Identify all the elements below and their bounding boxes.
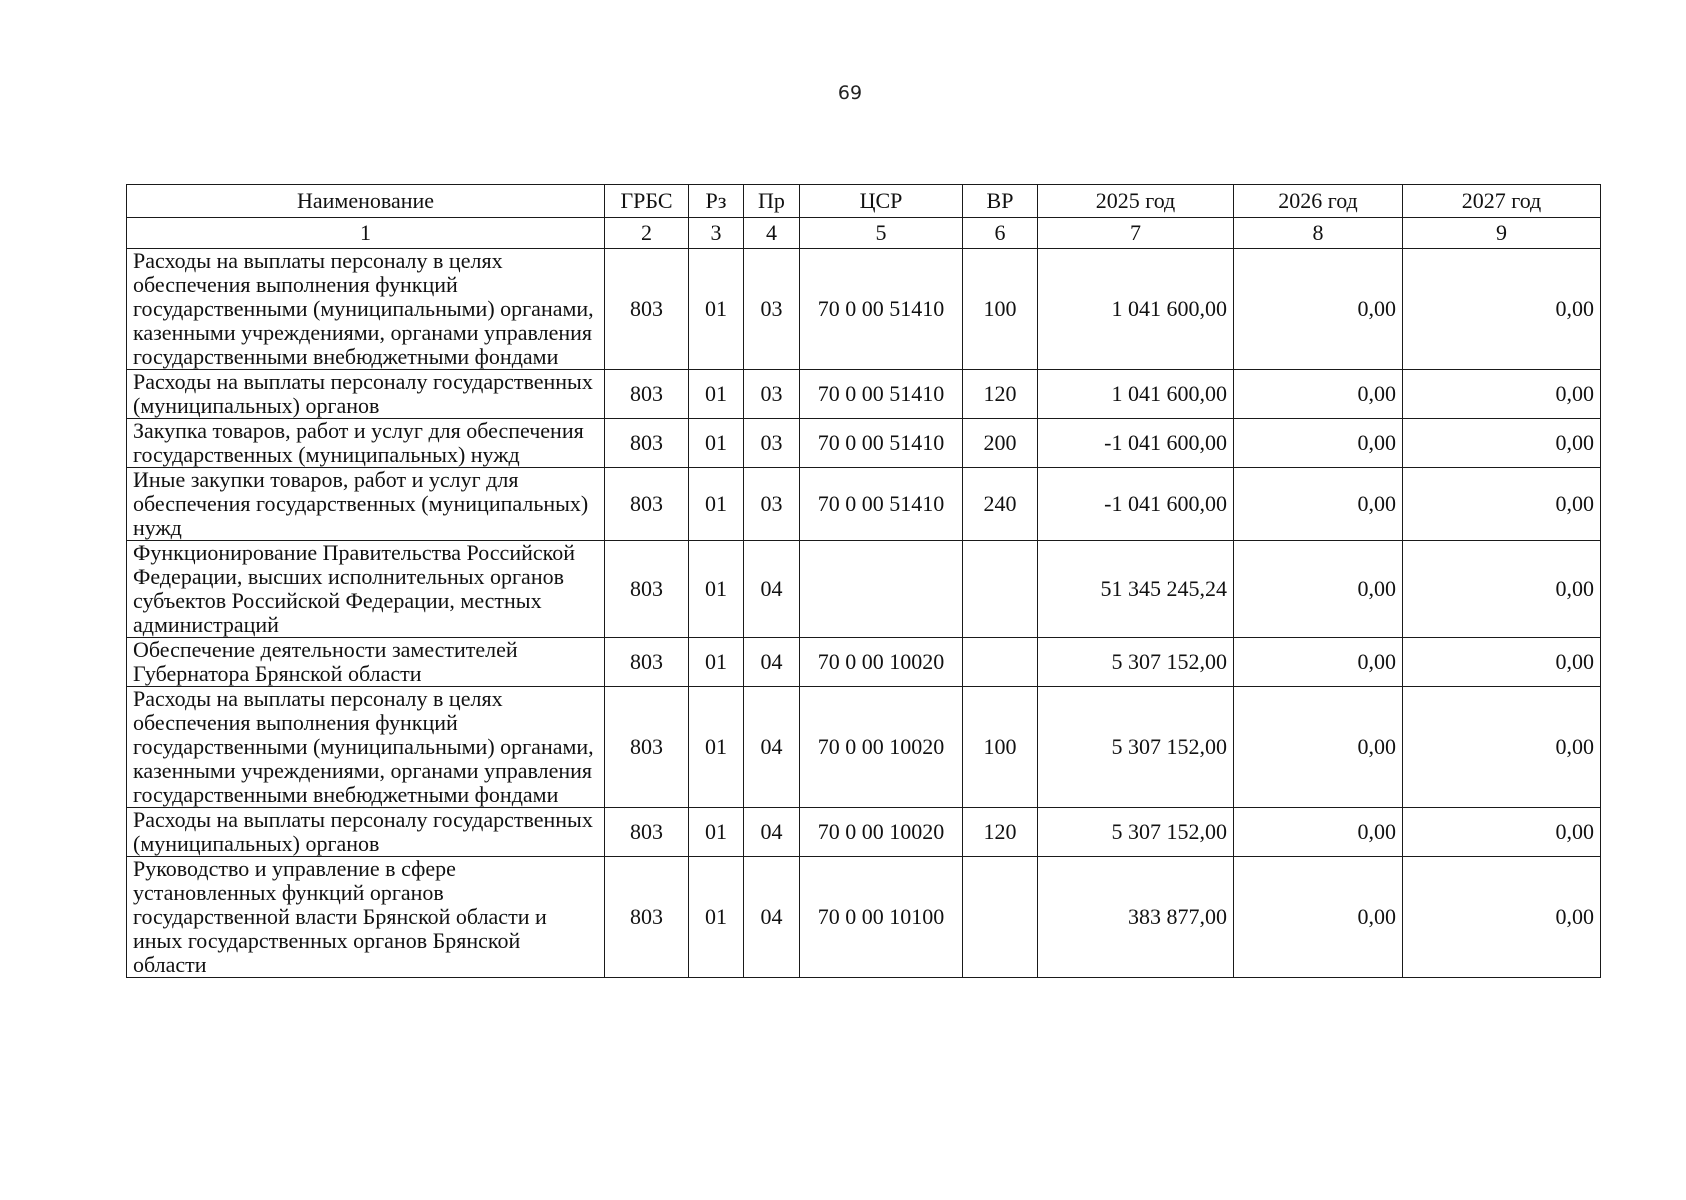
header-grbs: ГРБС xyxy=(605,185,689,218)
header-vr: ВР xyxy=(963,185,1038,218)
table-row xyxy=(127,419,1601,468)
cell-vr xyxy=(963,638,1038,687)
cell-vr: 240 xyxy=(963,468,1038,541)
cell-2027: 0,00 xyxy=(1403,638,1601,687)
cell-name: Расходы на выплаты персоналу государственных (муниципальных) органов xyxy=(127,370,605,419)
cell-vr: 100 xyxy=(963,687,1038,808)
cell-csr: 70 0 00 10020 xyxy=(800,638,963,687)
cell-grbs: 803 xyxy=(605,370,689,419)
column-index: 7 xyxy=(1038,218,1234,249)
header-2027: 2027 год xyxy=(1403,185,1601,218)
cell-2026: 0,00 xyxy=(1234,370,1403,419)
cell-rz: 01 xyxy=(689,541,744,638)
cell-name: Руководство и управление в сфере установленных функций органов государственной власти Брянской области и иных государственных органов Брянской области xyxy=(127,857,605,978)
column-index: 8 xyxy=(1234,218,1403,249)
cell-rz: 01 xyxy=(689,370,744,419)
table-row xyxy=(127,370,1601,419)
cell-pr: 04 xyxy=(744,808,800,857)
cell-name: Расходы на выплаты персоналу государственных (муниципальных) органов xyxy=(127,808,605,857)
column-index: 6 xyxy=(963,218,1038,249)
cell-vr xyxy=(963,857,1038,978)
cell-rz: 01 xyxy=(689,857,744,978)
cell-vr: 120 xyxy=(963,370,1038,419)
cell-pr: 03 xyxy=(744,468,800,541)
table-row xyxy=(127,808,1601,857)
cell-2025: 5 307 152,00 xyxy=(1038,687,1234,808)
cell-2026: 0,00 xyxy=(1234,857,1403,978)
cell-2025: 5 307 152,00 xyxy=(1038,638,1234,687)
cell-rz: 01 xyxy=(689,249,744,370)
cell-2026: 0,00 xyxy=(1234,541,1403,638)
cell-csr: 70 0 00 51410 xyxy=(800,468,963,541)
cell-rz: 01 xyxy=(689,468,744,541)
cell-grbs: 803 xyxy=(605,249,689,370)
header-2026: 2026 год xyxy=(1234,185,1403,218)
cell-2025: 383 877,00 xyxy=(1038,857,1234,978)
cell-vr: 100 xyxy=(963,249,1038,370)
column-index: 5 xyxy=(800,218,963,249)
cell-2027: 0,00 xyxy=(1403,687,1601,808)
cell-rz: 01 xyxy=(689,638,744,687)
table-header xyxy=(127,185,1601,218)
cell-csr: 70 0 00 10020 xyxy=(800,808,963,857)
cell-grbs: 803 xyxy=(605,857,689,978)
cell-vr: 120 xyxy=(963,808,1038,857)
cell-name: Расходы на выплаты персоналу в целях обеспечения выполнения функций государственными (муниципальными) органами, казенными учреждениями, органами управления государственными внебюджетными фондами xyxy=(127,249,605,370)
cell-csr: 70 0 00 51410 xyxy=(800,370,963,419)
table-row xyxy=(127,638,1601,687)
column-index: 9 xyxy=(1403,218,1601,249)
page-number: 69 xyxy=(837,82,863,104)
cell-2026: 0,00 xyxy=(1234,638,1403,687)
cell-2025: -1 041 600,00 xyxy=(1038,468,1234,541)
table-row xyxy=(127,857,1601,978)
cell-2026: 0,00 xyxy=(1234,468,1403,541)
cell-name: Функционирование Правительства Российской Федерации, высших исполнительных органов субъектов Российской Федерации, местных администраций xyxy=(127,541,605,638)
cell-2025: 5 307 152,00 xyxy=(1038,808,1234,857)
column-index: 4 xyxy=(744,218,800,249)
budget-table xyxy=(126,184,1601,978)
table-row xyxy=(127,541,1601,638)
cell-pr: 04 xyxy=(744,638,800,687)
cell-2025: 1 041 600,00 xyxy=(1038,370,1234,419)
cell-name: Расходы на выплаты персоналу в целях обеспечения выполнения функций государственными (муниципальными) органами, казенными учреждениями, органами управления государственными внебюджетными фондами xyxy=(127,687,605,808)
column-index-row xyxy=(127,218,1601,249)
cell-csr: 70 0 00 10100 xyxy=(800,857,963,978)
cell-name: Иные закупки товаров, работ и услуг для обеспечения государственных (муниципальных) нужд xyxy=(127,468,605,541)
cell-2027: 0,00 xyxy=(1403,808,1601,857)
cell-vr xyxy=(963,541,1038,638)
cell-pr: 04 xyxy=(744,687,800,808)
cell-vr: 200 xyxy=(963,419,1038,468)
header-2025: 2025 год xyxy=(1038,185,1234,218)
column-index: 2 xyxy=(605,218,689,249)
cell-2027: 0,00 xyxy=(1403,249,1601,370)
header-name: Наименование xyxy=(127,185,605,218)
cell-rz: 01 xyxy=(689,687,744,808)
cell-2027: 0,00 xyxy=(1403,541,1601,638)
cell-2025: 51 345 245,24 xyxy=(1038,541,1234,638)
column-index: 1 xyxy=(127,218,605,249)
cell-pr: 03 xyxy=(744,249,800,370)
table-row xyxy=(127,468,1601,541)
cell-2026: 0,00 xyxy=(1234,249,1403,370)
header-pr: Пр xyxy=(744,185,800,218)
cell-grbs: 803 xyxy=(605,468,689,541)
cell-rz: 01 xyxy=(689,808,744,857)
cell-rz: 01 xyxy=(689,419,744,468)
cell-csr: 70 0 00 51410 xyxy=(800,249,963,370)
table-row xyxy=(127,249,1601,370)
cell-pr: 03 xyxy=(744,419,800,468)
cell-2027: 0,00 xyxy=(1403,419,1601,468)
cell-2025: 1 041 600,00 xyxy=(1038,249,1234,370)
table-body xyxy=(127,218,1601,978)
cell-pr: 04 xyxy=(744,857,800,978)
cell-csr: 70 0 00 51410 xyxy=(800,419,963,468)
cell-grbs: 803 xyxy=(605,541,689,638)
column-index: 3 xyxy=(689,218,744,249)
cell-2027: 0,00 xyxy=(1403,468,1601,541)
header-rz: Рз xyxy=(689,185,744,218)
header-row xyxy=(127,185,1601,218)
cell-csr xyxy=(800,541,963,638)
cell-grbs: 803 xyxy=(605,808,689,857)
cell-pr: 04 xyxy=(744,541,800,638)
cell-pr: 03 xyxy=(744,370,800,419)
cell-grbs: 803 xyxy=(605,638,689,687)
cell-csr: 70 0 00 10020 xyxy=(800,687,963,808)
cell-2027: 0,00 xyxy=(1403,857,1601,978)
cell-2026: 0,00 xyxy=(1234,808,1403,857)
cell-name: Обеспечение деятельности заместителей Губернатора Брянской области xyxy=(127,638,605,687)
cell-grbs: 803 xyxy=(605,687,689,808)
cell-2025: -1 041 600,00 xyxy=(1038,419,1234,468)
header-csr: ЦСР xyxy=(800,185,963,218)
table-row xyxy=(127,687,1601,808)
cell-name: Закупка товаров, работ и услуг для обеспечения государственных (муниципальных) нужд xyxy=(127,419,605,468)
cell-2026: 0,00 xyxy=(1234,419,1403,468)
cell-2026: 0,00 xyxy=(1234,687,1403,808)
cell-2027: 0,00 xyxy=(1403,370,1601,419)
cell-grbs: 803 xyxy=(605,419,689,468)
